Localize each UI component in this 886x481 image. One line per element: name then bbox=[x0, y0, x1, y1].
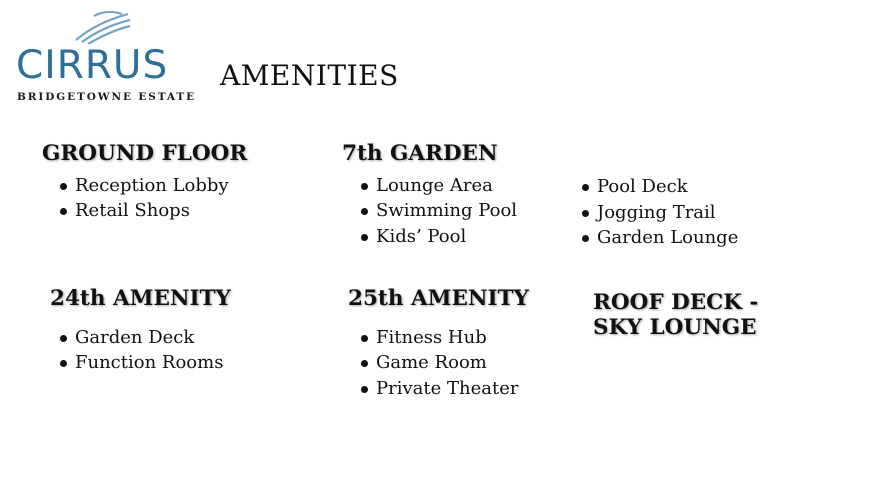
section-25th-amenity bbox=[348, 287, 529, 401]
bullet-icon bbox=[60, 183, 67, 190]
section-title-line: SKY LOUNGE bbox=[593, 315, 757, 340]
bullet-icon bbox=[361, 360, 368, 367]
bullet-icon bbox=[60, 208, 67, 215]
bullet-icon bbox=[361, 234, 368, 241]
amenity-list bbox=[359, 325, 529, 402]
list-item bbox=[580, 174, 738, 200]
bullet-icon bbox=[582, 235, 589, 242]
list-item bbox=[580, 225, 738, 251]
list-item-label: Fitness Hub bbox=[376, 326, 487, 348]
bullet-icon bbox=[60, 360, 67, 367]
list-item bbox=[359, 224, 517, 250]
bullet-icon bbox=[361, 335, 368, 342]
list-item-label: Pool Deck bbox=[597, 176, 688, 197]
list-item bbox=[359, 198, 517, 224]
list-item-label: Garden Deck bbox=[75, 326, 195, 348]
amenity-list bbox=[580, 174, 738, 251]
section-title: 7th GARDEN bbox=[342, 141, 498, 166]
list-item bbox=[359, 325, 529, 351]
section-ground-floor bbox=[42, 142, 247, 224]
list-item bbox=[580, 200, 738, 226]
section-title bbox=[593, 290, 758, 340]
section-title-line: ROOF DECK - bbox=[593, 290, 759, 315]
section-title: GROUND FLOOR bbox=[42, 141, 248, 166]
list-item bbox=[359, 376, 529, 402]
waves-icon bbox=[72, 10, 132, 44]
section-roof-deck bbox=[593, 290, 758, 340]
section-title: 24th AMENITY bbox=[50, 286, 231, 311]
section-7th-garden bbox=[342, 142, 517, 249]
amenity-list bbox=[359, 173, 517, 250]
logo-wordmark: CIRRUS bbox=[16, 43, 169, 88]
list-item-label: Kids’ Pool bbox=[376, 225, 467, 247]
list-item bbox=[58, 350, 231, 376]
bullet-icon bbox=[361, 183, 368, 190]
list-item bbox=[58, 198, 247, 224]
list-item-label: Jogging Trail bbox=[597, 201, 716, 223]
section-7th-garden-col2 bbox=[580, 174, 738, 251]
list-item bbox=[359, 350, 529, 376]
list-item-label: Private Theater bbox=[376, 377, 519, 399]
list-item bbox=[58, 173, 247, 199]
list-item-label: Garden Lounge bbox=[597, 227, 739, 248]
section-title: 25th AMENITY bbox=[348, 286, 529, 311]
list-item bbox=[58, 325, 231, 351]
bullet-icon bbox=[582, 184, 589, 191]
list-item-label: Function Rooms bbox=[75, 352, 224, 374]
bullet-icon bbox=[361, 208, 368, 215]
section-24th-amenity bbox=[50, 287, 231, 376]
list-item-label: Lounge Area bbox=[376, 174, 493, 196]
page-title: AMENITIES bbox=[220, 59, 399, 92]
list-item-label: Retail Shops bbox=[75, 200, 190, 222]
logo bbox=[16, 10, 196, 102]
bullet-icon bbox=[582, 210, 589, 217]
logo-subtitle: BRIDGETOWNE ESTATE bbox=[17, 91, 197, 103]
list-item-label: Swimming Pool bbox=[376, 200, 518, 222]
bullet-icon bbox=[361, 386, 368, 393]
list-item-label: Game Room bbox=[376, 352, 487, 374]
bullet-icon bbox=[60, 335, 67, 342]
amenity-list bbox=[58, 325, 231, 376]
list-item bbox=[359, 173, 517, 199]
list-item-label: Reception Lobby bbox=[75, 174, 229, 196]
amenity-list bbox=[58, 173, 247, 224]
